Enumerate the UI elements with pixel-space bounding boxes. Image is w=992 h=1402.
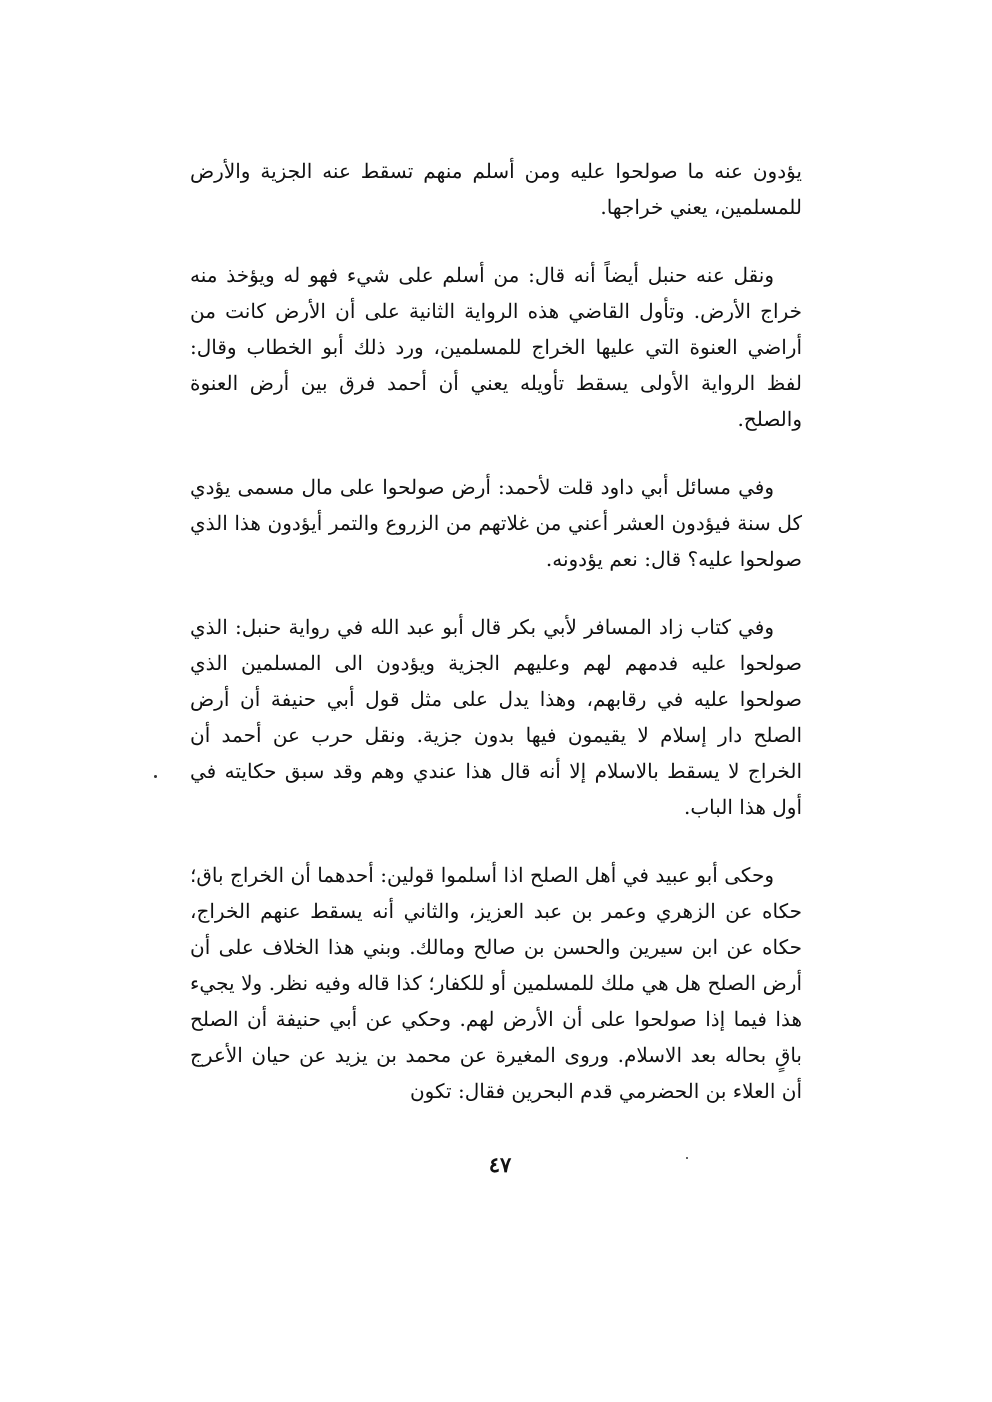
paragraph: وفي مسائل أبي داود قلت لأحمد: أرض صولحوا على مال مسمى يؤدي كل سنة فيؤدون العشر أعني من غلاتهم من الزروع والتمر أيؤدون هذا الذي صولحوا عليه؟ قال: نعم يؤدونه. <box>190 475 802 571</box>
paragraph: ونقل عنه حنبل أيضاً أنه قال: من أسلم على شيء فهو له ويؤخذ منه خراج الأرض. وتأول القاضي هذه الرواية الثانية على أن الأرض كانت من أراضي العنوة التي عليها الخراج للمسلمين، ورد ذلك أبو الخطاب وقال: لفظ الرواية الأولى يسقط تأويله يعني أن أحمد فرق بين أرض العنوة والصلح. <box>190 263 803 431</box>
scan-speck <box>686 1157 688 1159</box>
body-text <box>190 153 802 1141</box>
paragraph: وفي كتاب زاد المسافر لأبي بكر قال أبو عبد الله في رواية حنبل: الذي صولحوا عليه فدمهم لهم وعليهم الجزية ويؤدون الى المسلمين الذي صولحوا عليه في رقابهم، وهذا يدل على مثل قول أبي حنيفة أن أرض الصلح دار إسلام لا يقيمون فيها بدون جزية. ونقل حرب عن أحمد أن الخراج لا يسقط بالاسلام إلا أنه قال هذا عندي وهم وقد سبق حكايته في أول هذا الباب. <box>190 615 802 819</box>
paragraph: وحكى أبو عبيد في أهل الصلح اذا أسلموا قولين: أحدهما أن الخراج باق؛ حكاه عن الزهري وعمر بن عبد العزيز، والثاني أنه يسقط عنهم الخراج، حكاه عن ابن سيرين والحسن بن صالح ومالك. وبني هذا الخلاف على أن أرض الصلح هل هي ملك للمسلمين أو للكفار؛ كذا قاله وفيه نظر. ولا يجيء هذا فيما إذا صولحوا على أن الأرض لهم. وحكي عن أبي حنيفة أن الصلح باقٍ بحاله بعد الاسلام. وروى المغيرة عن محمد بن يزيد عن حيان الأعرج أن العلاء بن الحضرمي قدم البحرين فقال: تكون <box>190 863 802 1103</box>
page-number: ٤٧ <box>488 1152 512 1177</box>
paragraph: يؤدون عنه ما صولحوا عليه ومن أسلم منهم تسقط عنه الجزية والأرض للمسلمين، يعني خراجها. <box>190 159 802 219</box>
scan-speck <box>154 775 157 778</box>
